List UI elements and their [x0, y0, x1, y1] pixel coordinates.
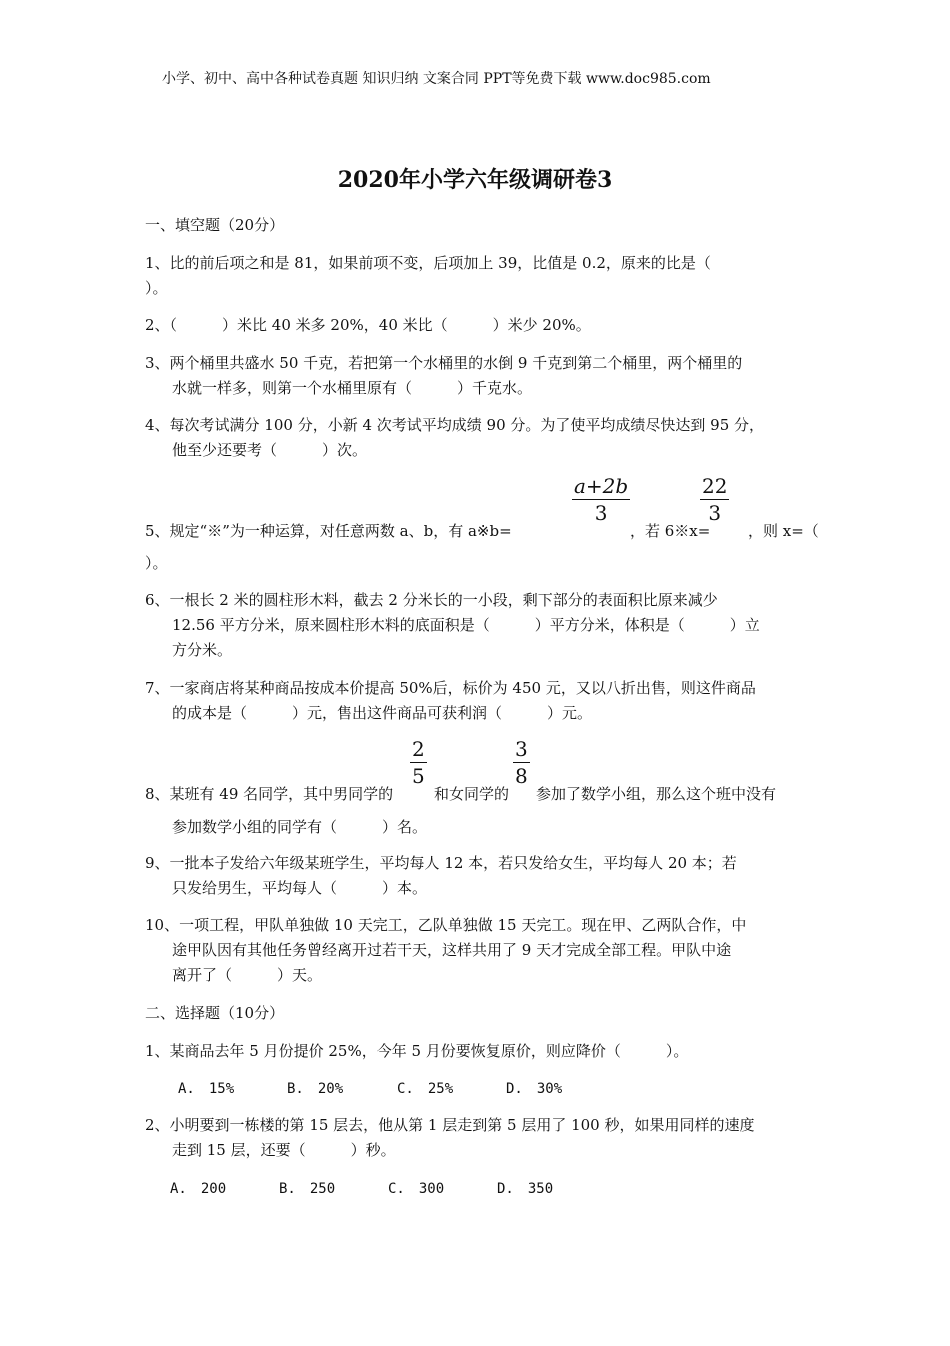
choice-2-stem-line-2: 走到 15 层，还要（ ）秒。 [172, 1141, 396, 1159]
choice-2-option-d: D. 350 [497, 1181, 554, 1197]
choice-1-option-d: D. 30% [506, 1081, 563, 1097]
question-9-line-2: 只发给男生，平均每人（ ）本。 [172, 879, 428, 897]
question-8-text-a: 8、某班有 49 名同学，其中男同学的 [145, 785, 394, 803]
question-6-line-3: 方分米。 [172, 641, 233, 659]
question-5-tail: ）。 [145, 554, 168, 572]
question-6-line-1: 6、一根长 2 米的圆柱形木料，截去 2 分米长的一小段，剩下部分的表面积比原来减少 [145, 591, 718, 609]
question-2: 2、（ ）米比 40 米多 20%，40 米比（ ）米少 20%。 [145, 316, 591, 334]
choice-1-stem: 1、某商品去年 5 月份提价 25%，今年 5 月份要恢复原价，则应降价（ ）。 [145, 1042, 689, 1060]
question-10-line-1: 10、一项工程，甲队单独做 10 天完工，乙队单独做 15 天完工。现在甲、乙两队合作，中 [145, 916, 747, 934]
page-title: 2020年小学六年级调研卷3 [337, 167, 613, 193]
question-8-text-b: 和女同学的 [434, 785, 510, 803]
question-8-fraction-3-over-8: $\frac{3}{8}$ [515, 737, 528, 788]
choice-1-option-c: C. 25% [397, 1081, 454, 1097]
question-1-line-2: ）。 [145, 279, 168, 297]
question-5-text-b: ，若 6※x= [630, 522, 711, 540]
question-8-line-2: 参加数学小组的同学有（ ）名。 [172, 818, 428, 836]
question-6-line-2: 12.56 平方分米，原来圆柱形木料的底面积是（ ）平方分米，体积是（ ）立 [172, 616, 760, 634]
question-7-line-2: 的成本是（ ）元，售出这件商品可获利润（ ）元。 [172, 704, 593, 722]
question-7-line-1: 7、一家商店将某种商品按成本价提高 50%后，标价为 450 元，又以八折出售，则这件商品 [145, 679, 756, 697]
question-4-line-1: 4、每次考试满分 100 分，小新 4 次考试平均成绩 90 分。为了使平均成绩尽快达到 95 分， [145, 416, 765, 434]
question-3-line-2: 水就一样多，则第一个水桶里原有（ ）千克水。 [172, 379, 533, 397]
question-5-text-a: 5、规定“※”为一种运算，对任意两数 a、b，有 a※b= [145, 522, 512, 540]
question-9-line-1: 9、一批本子发给六年级某班学生，平均每人 12 本，若只发给女生，平均每人 20 本；若 [145, 854, 737, 872]
question-8-text-c: 参加了数学小组，那么这个班中没有 [536, 785, 777, 803]
choice-2-stem-line-1: 2、小明要到一栋楼的第 15 层去，他从第 1 层走到第 5 层用了 100 秒，如果用同样的速度 [145, 1116, 755, 1134]
section-choice-heading: 二、选择题（10分） [145, 1004, 285, 1022]
question-3-line-1: 3、两个桶里共盛水 50 千克，若把第一个水桶里的水倒 9 千克到第二个桶里，两个桶里的 [145, 354, 743, 372]
question-5-fraction-22-over-3: $\frac{22}{3}$ [702, 474, 728, 525]
question-5-fraction-a-plus-2b-over-3: $\frac{a+2b}{3}$ [574, 474, 629, 525]
page-header: 小学、初中、高中各种试卷真题 知识归纳 文案合同 PPT等免费下载 www.doc985.com [162, 71, 711, 87]
choice-1-option-a: A. 15% [178, 1081, 235, 1097]
question-8-fraction-2-over-5: $\frac{2}{5}$ [412, 737, 425, 788]
choice-1-option-b: B. 20% [287, 1081, 344, 1097]
question-4-line-2: 他至少还要考（ ）次。 [172, 441, 368, 459]
question-10-line-3: 离开了（ ）天。 [172, 966, 323, 984]
section-fill-blank-heading: 一、填空题（20分） [145, 216, 285, 234]
choice-2-option-b: B. 250 [279, 1181, 336, 1197]
question-10-line-2: 途甲队因有其他任务曾经离开过若干天，这样共用了 9 天才完成全部工程。甲队中途 [172, 941, 732, 959]
choice-2-option-a: A. 200 [170, 1181, 227, 1197]
question-5-text-c: ，则 x=（ [748, 522, 819, 540]
question-1-line-1: 1、比的前后项之和是 81，如果前项不变，后项加上 39，比值是 0.2，原来的比是（ [145, 254, 711, 272]
choice-2-option-c: C. 300 [388, 1181, 445, 1197]
